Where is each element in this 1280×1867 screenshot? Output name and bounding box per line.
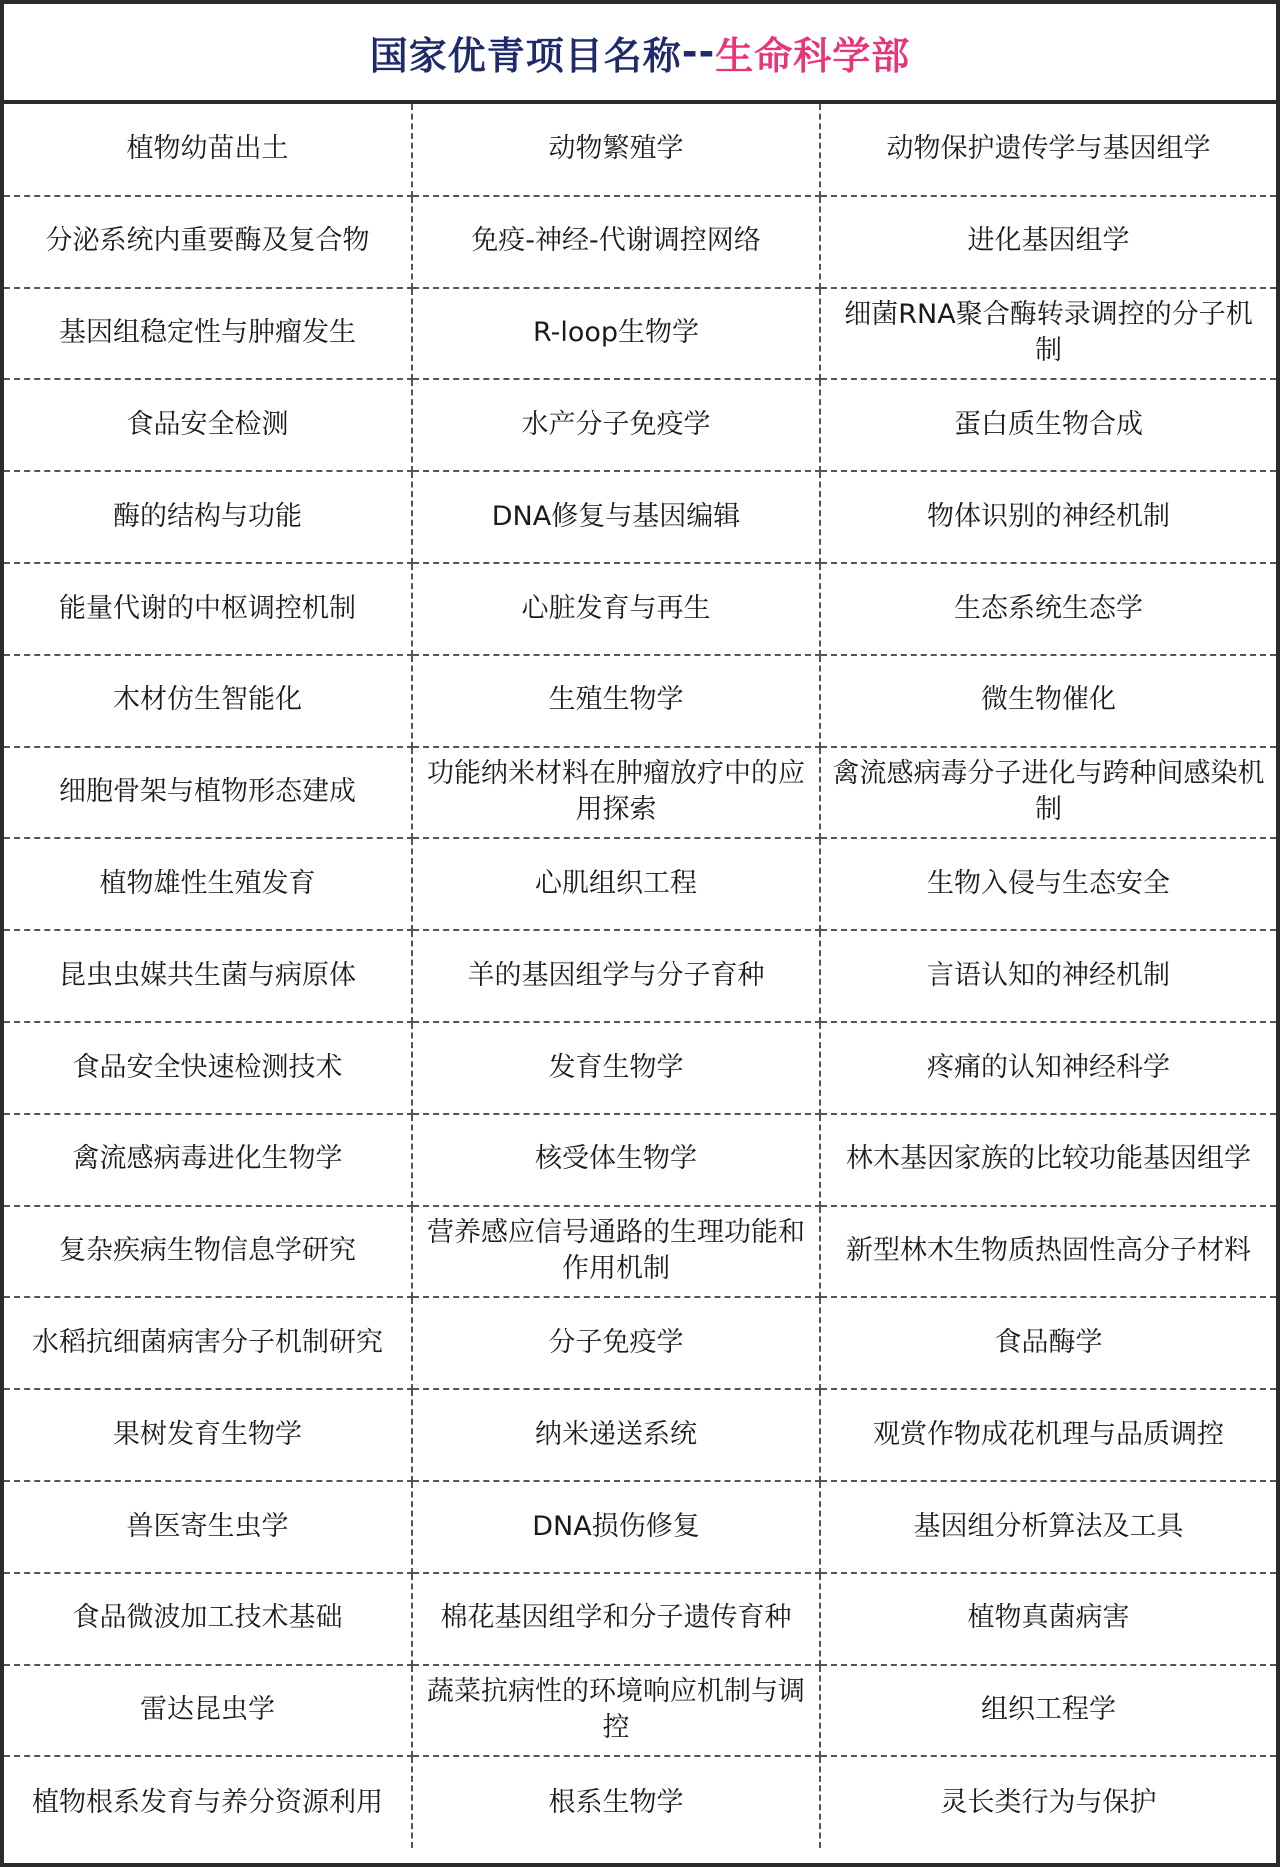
project-name-cell: 食品安全检测 (4, 379, 412, 471)
project-name-cell: 植物幼苗出土 (4, 104, 412, 196)
project-name-cell: 基因组稳定性与肿瘤发生 (4, 288, 412, 380)
project-name-cell: 灵长类行为与保护 (940, 1786, 1157, 1818)
table-row (4, 1665, 1276, 1757)
table-row (4, 379, 1276, 471)
table-row (4, 1206, 1276, 1298)
project-name-cell: 新型林木生物质热固性高分子材料 (820, 1206, 1276, 1298)
title-accent: 生命科学部 (715, 33, 911, 78)
project-name-cell: 细菌RNA聚合酶转录调控的分子机制 (820, 288, 1276, 380)
project-name-cell: 植物雄性生殖发育 (4, 838, 412, 930)
table-row (4, 104, 1276, 196)
project-name-cell: 组织工程学 (820, 1665, 1276, 1757)
project-name-cell: R-loop生物学 (412, 288, 820, 380)
table-row (4, 1022, 1276, 1114)
project-name-cell: 微生物催化 (820, 655, 1276, 747)
project-name-cell: 发育生物学 (412, 1022, 820, 1114)
project-name-cell: 食品微波加工技术基础 (4, 1573, 412, 1665)
project-name-cell: 营养感应信号通路的生理功能和作用机制 (412, 1206, 820, 1298)
project-name-cell: 纳米递送系统 (412, 1389, 820, 1481)
project-name-cell: 心肌组织工程 (412, 838, 820, 930)
project-table (4, 104, 1276, 1848)
table-row (4, 1389, 1276, 1481)
project-name-cell: 根系生物学 (412, 1756, 820, 1848)
project-name-cell: 分子免疫学 (412, 1297, 820, 1389)
project-name-cell: 免疫-神经-代谢调控网络 (412, 196, 820, 288)
project-name-cell: 木材仿生智能化 (4, 655, 412, 747)
project-name-cell: 酶的结构与功能 (4, 471, 412, 563)
project-name-cell: 物体识别的神经机制 (820, 471, 1276, 563)
project-name-cell: 羊的基因组学与分子育种 (412, 930, 820, 1022)
project-name-cell: 禽流感病毒进化生物学 (4, 1114, 412, 1206)
table-row (4, 838, 1276, 930)
project-name-cell: DNA损伤修复 (412, 1481, 820, 1573)
project-name-cell: 分泌系统内重要酶及复合物 (4, 196, 412, 288)
project-name-cell: 生物入侵与生态安全 (820, 838, 1276, 930)
table-row (4, 655, 1276, 747)
project-name-cell: 植物真菌病害 (820, 1573, 1276, 1665)
table-row (4, 471, 1276, 563)
project-name-cell: 昆虫虫媒共生菌与病原体 (4, 930, 412, 1022)
project-name-cell: 核受体生物学 (412, 1114, 820, 1206)
table-row (4, 1573, 1276, 1665)
project-name-cell: 功能纳米材料在肿瘤放疗中的应用探索 (412, 747, 820, 839)
table-row (4, 1114, 1276, 1206)
project-name-cell: 兽医寄生虫学 (4, 1481, 412, 1573)
project-name-cell: 雷达昆虫学 (4, 1665, 412, 1757)
table-row (4, 563, 1276, 655)
table-row (4, 196, 1276, 288)
title-main: 国家优青项目名称 (369, 33, 682, 78)
project-name-cell: 食品酶学 (820, 1297, 1276, 1389)
project-name-cell: 心脏发育与再生 (412, 563, 820, 655)
project-name-cell: 动物繁殖学 (412, 104, 820, 196)
project-name-cell: 蛋白质生物合成 (820, 379, 1276, 471)
table-row (4, 1481, 1276, 1573)
project-name-cell: 生态系统生态学 (820, 563, 1276, 655)
project-name-cell: 植物根系发育与养分资源利用 (4, 1756, 412, 1848)
project-name-cell: DNA修复与基因编辑 (412, 471, 820, 563)
project-name-cell: 进化基因组学 (820, 196, 1276, 288)
project-name-cell: 生殖生物学 (412, 655, 820, 747)
project-name-cell: 能量代谢的中枢调控机制 (4, 563, 412, 655)
project-name-cell: 棉花基因组学和分子遗传育种 (412, 1573, 820, 1665)
project-name-cell: 水产分子免疫学 (412, 379, 820, 471)
project-name-cell: 食品安全快速检测技术 (4, 1022, 412, 1114)
title-separator: -- (681, 30, 716, 74)
project-name-cell: 复杂疾病生物信息学研究 (4, 1206, 412, 1298)
project-name-cell: 林木基因家族的比较功能基因组学 (820, 1114, 1276, 1206)
project-name-cell: 细胞骨架与植物形态建成 (4, 747, 412, 839)
table-row (4, 747, 1276, 839)
project-name-cell: 动物保护遗传学与基因组学 (820, 104, 1276, 196)
table-row (4, 288, 1276, 380)
table-row (4, 1756, 1276, 1848)
project-name-cell: 禽流感病毒分子进化与跨种间感染机制 (820, 747, 1276, 839)
project-name-cell: 水稻抗细菌病害分子机制研究 (4, 1297, 412, 1389)
project-name-cell: 蔬菜抗病性的环境响应机制与调控 (412, 1665, 820, 1757)
table-row (4, 1297, 1276, 1389)
project-name-cell: 观赏作物成花机理与品质调控 (820, 1389, 1276, 1481)
project-name-cell: 果树发育生物学 (4, 1389, 412, 1481)
project-name-cell: 疼痛的认知神经科学 (820, 1022, 1276, 1114)
table-row (4, 930, 1276, 1022)
project-name-cell: 言语认知的神经机制 (820, 930, 1276, 1022)
page-title (4, 4, 1276, 104)
project-name-cell: 基因组分析算法及工具 (820, 1481, 1276, 1573)
